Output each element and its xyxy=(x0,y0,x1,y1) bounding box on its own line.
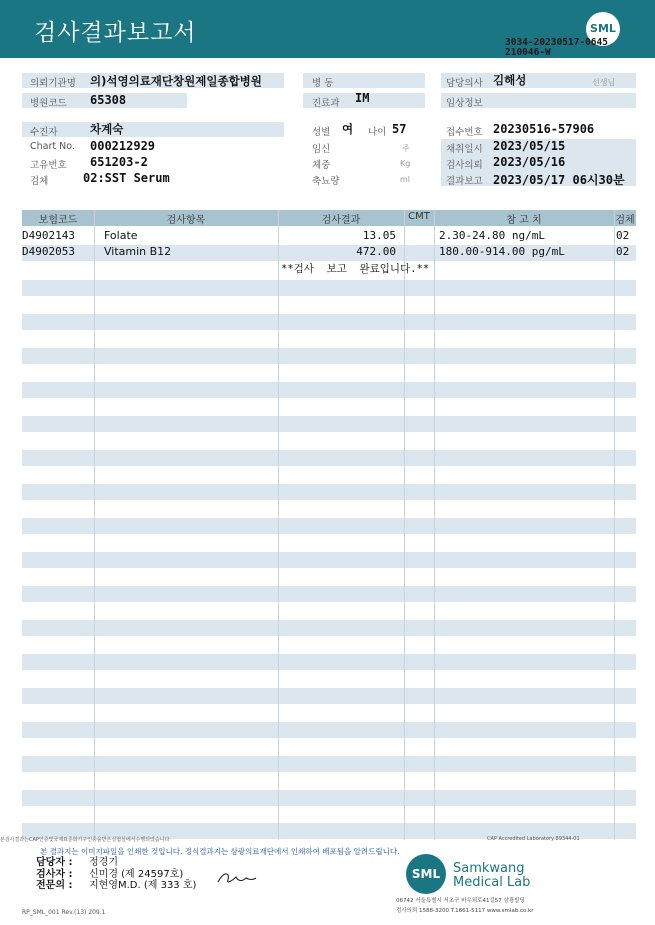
col-test-item: 검사항목 xyxy=(166,215,206,226)
receipt-label: 접수번호 xyxy=(446,127,483,138)
specimen-label: 검체 xyxy=(30,176,49,187)
table-row-stripe xyxy=(22,586,636,602)
row2-result: 472.00 xyxy=(356,245,396,258)
dept-label: 진료과 xyxy=(312,98,340,109)
requester-value: 의)석영의료재단창원제일종합병원 xyxy=(90,74,262,88)
sml-logo-text: SML xyxy=(590,22,616,35)
sex-label: 성별 xyxy=(312,127,331,138)
inspector-value: 신미경 (제 24597호) xyxy=(89,869,184,880)
table-row-stripe xyxy=(22,484,636,500)
row1-result: 13.05 xyxy=(362,229,396,242)
doctor-value: 김해성 xyxy=(493,73,527,87)
hospital-code-value: 65308 xyxy=(90,93,127,107)
report-id-line1: 3034-20230517-0645 xyxy=(505,37,608,48)
specialist-value: 지현영M.D. (제 333 호) xyxy=(89,880,197,891)
request-label: 검사의뢰 xyxy=(446,160,483,171)
cap-statement: CAP Accredited Laboratory 89344-01 xyxy=(487,836,580,842)
column-divider xyxy=(94,210,95,840)
collect-value: 2023/05/15 xyxy=(493,139,566,153)
pregnancy-label: 임신 xyxy=(312,144,331,155)
specimen-value: 02:SST Serum xyxy=(83,171,170,185)
column-divider xyxy=(278,210,279,840)
doctor-label: 담당의사 xyxy=(446,78,483,89)
lab-logo-text: SML xyxy=(411,867,441,881)
weight-label: 체중 xyxy=(312,160,331,171)
collect-label: 채취일시 xyxy=(446,144,483,155)
hospital-code-label: 병원코드 xyxy=(30,98,67,109)
row2-item: Vitamin B12 xyxy=(104,245,172,258)
pregnancy-unit: 주 xyxy=(402,144,410,153)
table-row-stripe xyxy=(22,654,636,670)
inspector-label: 검사자 : xyxy=(36,869,73,880)
completion-note: **검사 보고 완료입니다.** xyxy=(281,263,430,275)
row2-specimen: 02 xyxy=(616,245,630,258)
table-row-stripe xyxy=(22,790,636,806)
patient-label: 수진자 xyxy=(30,127,58,138)
weight-unit: Kg xyxy=(400,159,411,168)
col-cmt: CMT xyxy=(408,211,430,222)
col-reference: 참 고 치 xyxy=(506,215,542,226)
cert-statement: 본검사결과는CAP인증및국제표준화기구인증을받은실험실에서수행되었습니다 xyxy=(0,837,170,843)
staff-value: 정경기 xyxy=(89,857,118,868)
unique-value: 651203-2 xyxy=(90,155,148,169)
table-row-stripe xyxy=(22,688,636,704)
receipt-value: 20230516-57906 xyxy=(493,122,595,136)
doctor-suffix: 선생님 xyxy=(592,78,616,87)
lab-address: 06742 서울특별시 서초구 바우뫼로41길57 삼광빌딩 xyxy=(396,898,525,904)
row1-item: Folate xyxy=(104,229,138,242)
table-row-stripe xyxy=(22,280,636,296)
table-row-stripe xyxy=(22,314,636,330)
lab-name: Samkwang Medical Lab xyxy=(453,861,531,890)
unique-label: 고유번호 xyxy=(30,160,67,171)
patient-value: 차계숙 xyxy=(90,122,124,136)
table-row-stripe xyxy=(22,450,636,466)
lab-contact: 검사의뢰 1588-3200 T.1661-5117 www.smlab.co.kr xyxy=(396,908,534,914)
report-title: 검사결과보고서 xyxy=(34,20,197,46)
staff-label: 담당자 : xyxy=(36,857,73,868)
column-divider xyxy=(614,210,615,840)
table-row-stripe xyxy=(22,348,636,364)
column-divider xyxy=(404,210,405,840)
table-row-stripe xyxy=(22,722,636,738)
table-row-stripe xyxy=(22,518,636,534)
col-specimen: 검체 xyxy=(615,215,635,226)
signature-icon xyxy=(216,869,258,885)
column-divider xyxy=(434,210,435,840)
col-result: 검사결과 xyxy=(321,215,361,226)
age-value: 57 xyxy=(392,122,407,136)
clinical-label: 임상정보 xyxy=(446,98,483,109)
print-notice: 본 결과지는 이미지파일을 인쇄한 것입니다. 정식결과지는 삼광의료재단에서 인쇄하여 배포됨을 알려드립니다. xyxy=(40,847,400,856)
ward-label: 병 동 xyxy=(312,78,334,89)
dept-value: IM xyxy=(355,91,370,105)
age-label: 나이 xyxy=(368,127,387,138)
urine-label: 축뇨량 xyxy=(312,176,340,187)
form-code: RP_SML_001 Rev.(13) 209.1 xyxy=(22,909,106,916)
chart-value: 000212929 xyxy=(90,139,156,153)
table-row-stripe xyxy=(22,552,636,568)
report-value: 2023/05/17 06시30분 xyxy=(493,173,625,187)
patient-bar xyxy=(22,122,284,137)
col-insurance-code: 보험코드 xyxy=(38,215,78,226)
specialist-label: 전문의 : xyxy=(36,880,73,891)
row1-specimen: 02 xyxy=(616,229,630,242)
request-value: 2023/05/16 xyxy=(493,155,566,169)
requester-label: 의뢰기관명 xyxy=(30,78,76,89)
sex-value: 여 xyxy=(342,122,354,136)
row1-reference: 2.30-24.80 ng/mL xyxy=(439,229,545,242)
table-row-stripe xyxy=(22,416,636,432)
chart-label: Chart No. xyxy=(30,141,75,152)
urine-unit: ml xyxy=(400,175,411,184)
report-label: 결과보고 xyxy=(446,176,483,187)
table-row-stripe xyxy=(22,382,636,398)
report-id-line2: 210046-W xyxy=(505,47,551,58)
table-row-stripe xyxy=(22,756,636,772)
row1-code: D4902143 xyxy=(22,229,75,242)
report-id xyxy=(505,38,608,58)
table-row-stripe xyxy=(22,620,636,636)
row2-code: D4902053 xyxy=(22,245,75,258)
row2-reference: 180.00-914.00 pg/mL xyxy=(439,245,565,258)
